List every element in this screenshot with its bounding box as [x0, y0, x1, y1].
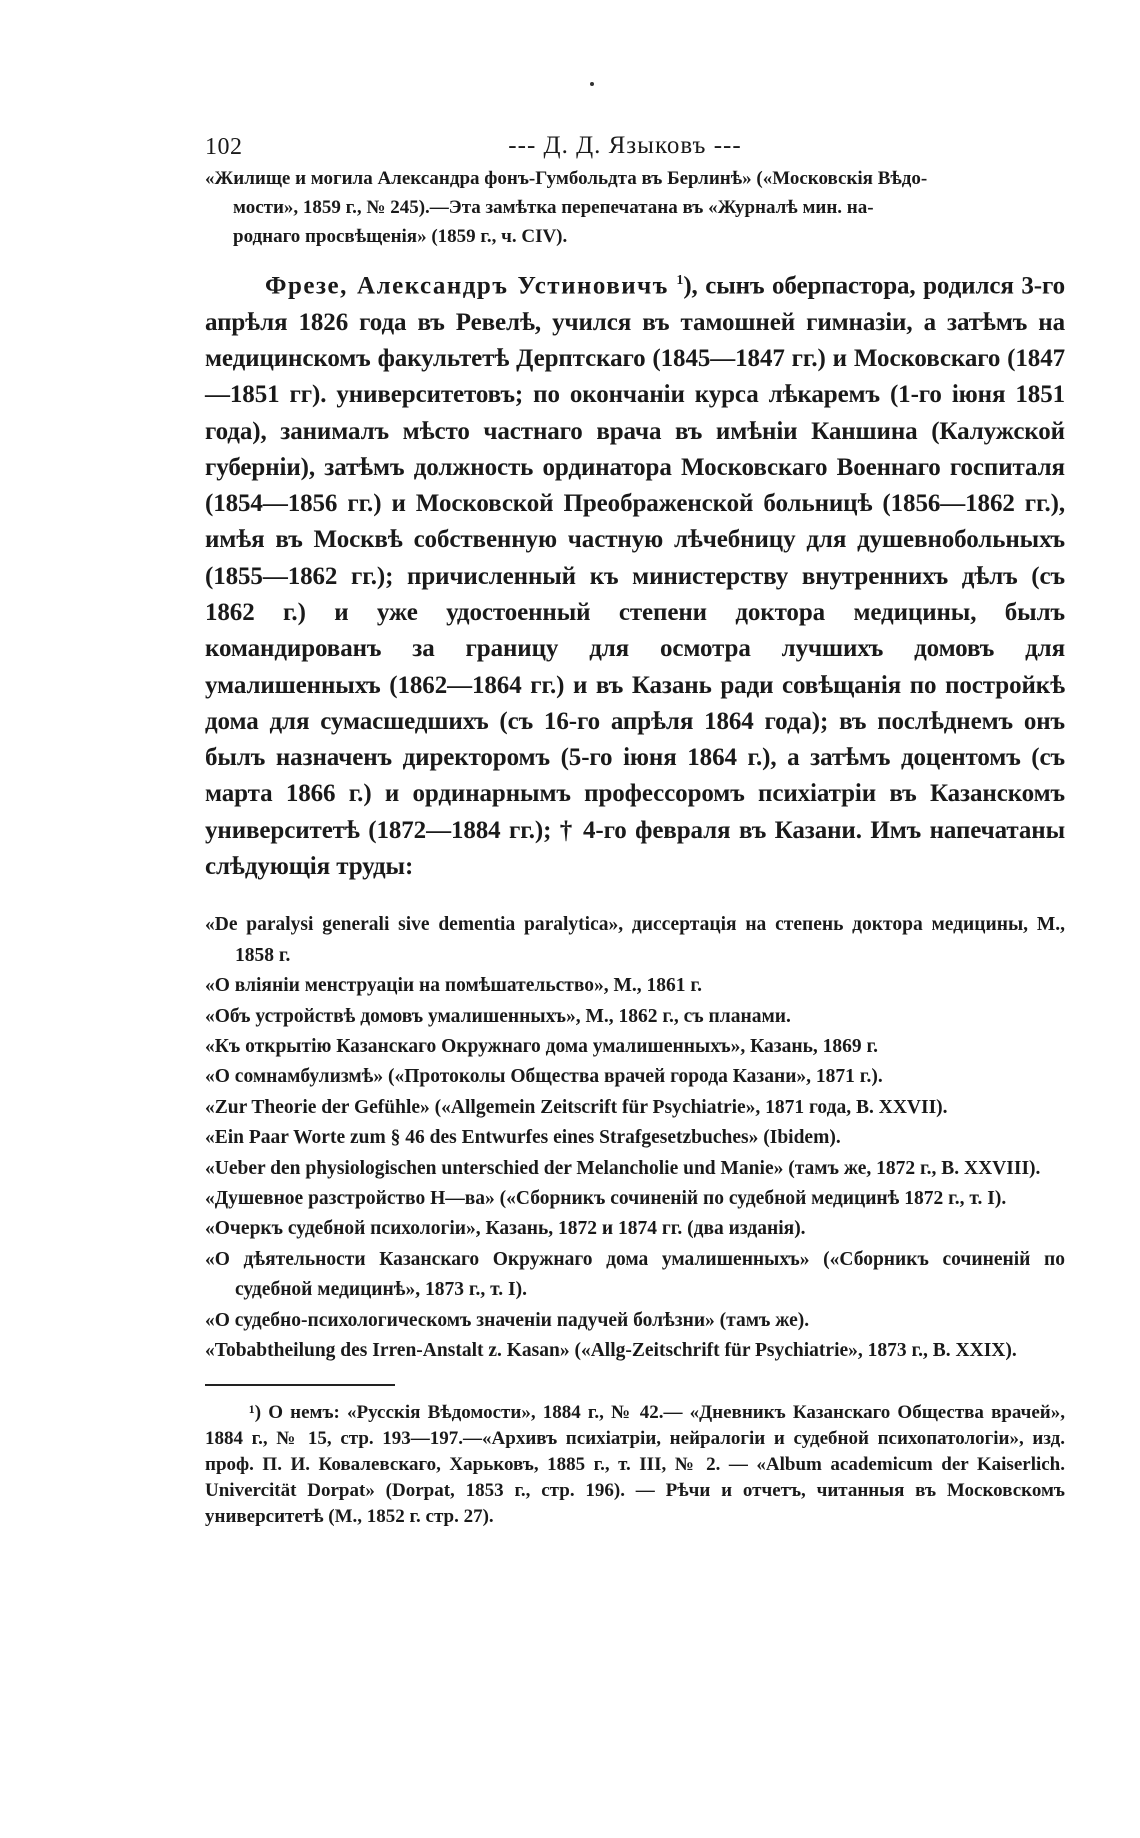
page-number: 102: [205, 134, 243, 160]
work-item: «Очеркъ судебной психологіи», Казань, 1872 и 1874 гг. (два изданія).: [205, 1218, 806, 1240]
biography-text: ), сынъ оберпастора, родился 3-го апрѣля 1826 года въ Ревелѣ, учился въ тамошней гимназіи, а затѣмъ на медицинскомъ факультетѣ Дерптскаго (1845—1847 гг.) и Московскаго (1847—1851 гг). университетовъ; по окончаніи курса лѣкаремъ (1-го іюня 1851 года), занималъ мѣсто частнаго врача въ имѣніи Каншина (Калужской губерніи), затѣмъ должность ординатора Московскаго Военнаго госпиталя (1854—1856 гг.) и Московской Преображенской больницѣ (1856—1862 гг.), имѣя въ Москвѣ собственную частную лѣчебницу для душевнобольныхъ (1855—1862 гг.); причисленный къ министерству внутреннихъ дѣлъ (съ 1862 г.) и уже удостоенный степени доктора медицины, былъ командированъ за границу для осмотра лучшихъ домовъ для умалишенныхъ (1862—1864 гг.) и въ Казань ради совѣщанія по постройкѣ дома для сумасшедшихъ (съ 16-го апрѣля 1864 года); въ послѣднемъ онъ былъ назначенъ директоромъ (5-го іюня 1864 г.), а затѣмъ доцентомъ (съ марта 1866 г.) и ординарнымъ профессоромъ психіатріи въ Казанскомъ университетѣ (1872—1884 гг.); † 4-го февраля въ Казани. Имъ напечатаны слѣдующія труды:: [205, 272, 1066, 881]
previous-entry-continuation: [205, 164, 1065, 251]
work-item: «Объ устройствѣ домовъ умалишенныхъ», М., 1862 г., съ планами.: [205, 1005, 791, 1027]
work-item: «О дѣятельности Казанскаго Окружнаго дома умалишенныхъ» («Сборникъ сочиненій по судебной медицинѣ», 1873 г., т. I).: [205, 1248, 1065, 1301]
footnote-text: О немъ: «Русскія Вѣдомости», 1884 г., № 42.— «Дневникъ Казанскаго Общества врачей», 1884 г., № 15, стр. 193—197.—«Архивъ психіатріи, нейралогіи и судебной психопатологіи», изд. проф. П. И. Ковалевскаго, Харьковъ, 1885 г., т. III, № 2. — «Album academicum der Kaiserlich. Univercität Dorpat» (Dorpat, 1853 г., стр. 196). — Рѣчи и отчетъ, читанныя въ Московскомъ университетѣ (М., 1852 г. стр. 27).: [205, 1402, 1066, 1528]
intro-line-3: роднаго просвѣщенія» (1859 г., ч. CIV).: [233, 226, 568, 247]
footnote: [205, 1400, 1065, 1530]
footnote-marker: ¹): [249, 1402, 262, 1424]
work-item: «Zur Theorie der Gefühle» («Allgemein Zeitscrift für Psychiatrie», 1871 года, B. XXVII).: [205, 1096, 948, 1118]
work-item: «О вліяніи менструаціи на помѣшательство», М., 1861 г.: [205, 975, 702, 997]
print-speck: [590, 82, 594, 86]
biography-paragraph: [205, 263, 1065, 885]
works-list: [205, 910, 1065, 1366]
work-item: «О судебно-психологическомъ значеніи падучей болѣзни» (тамъ же).: [205, 1309, 810, 1331]
work-item: «О сомнамбулизмѣ» («Протоколы Общества врачей города Казани», 1871 г.).: [205, 1066, 883, 1088]
work-item: «Душевное разстройство Н—ва» («Сборникъ сочиненій по судебной медицинѣ 1872 г., т. I).: [205, 1188, 1007, 1210]
footnote-divider: [205, 1384, 395, 1386]
intro-line-2: мости», 1859 г., № 245).—Эта замѣтка перепечатана въ «Журналѣ мин. на-: [233, 197, 874, 218]
entry-name: Фрезе, Александръ Устиновичъ: [265, 272, 669, 300]
running-head: --- Д. Д. Языковъ ---: [508, 132, 742, 159]
intro-line-1: «Жилище и могила Александра фонъ-Гумбольдта въ Берлинѣ» («Московскія Вѣдо-: [205, 168, 928, 189]
work-item: «Къ открытію Казанскаго Окружнаго дома умалишенныхъ», Казань, 1869 г.: [205, 1036, 879, 1057]
footnote-reference: 1: [676, 273, 684, 288]
book-page: [205, 130, 1065, 1549]
work-item: «De paralysi generali sive dementia paralytica», диссертація на степень доктора медицины, М., 1858 г.: [205, 914, 1065, 966]
work-item: «Tobabtheilung des Irren-Anstalt z. Kasan» («Allg-Zeitschrift für Psychiatrie», 1873 г., B. XXIX).: [205, 1340, 1017, 1362]
work-item: «Ueber den physiologischen unterschied der Melancholie und Manie» (тамъ же, 1872 г., B. XXVIII).: [205, 1157, 1041, 1179]
work-item: «Ein Paar Worte zum § 46 des Entwurfes eines Strafgesetzbuches» (Ibidem).: [205, 1127, 841, 1149]
page-header: [205, 130, 1065, 164]
